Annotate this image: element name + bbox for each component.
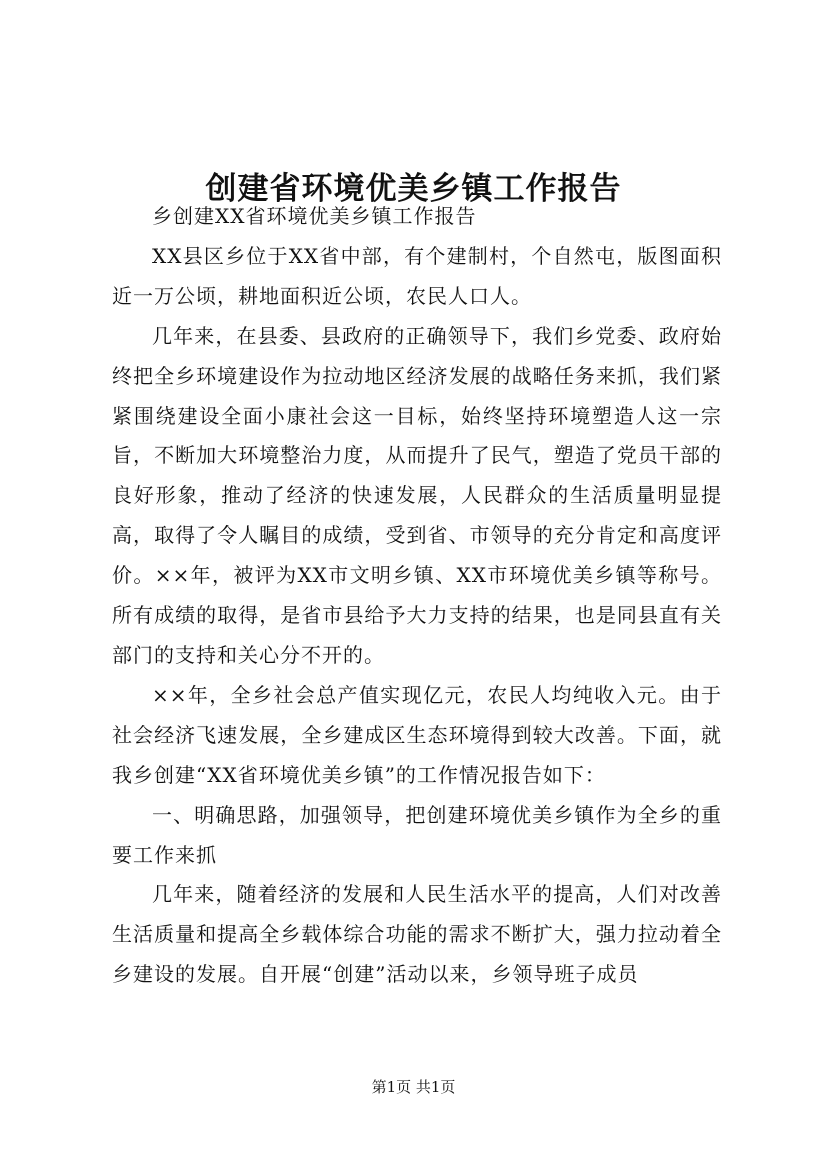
paragraph-overview: XX县区乡位于XX省中部，有个建制村，个自然屯，版图面积近一万公顷，耕地面积近公顷，农民人口人。 xyxy=(112,243,722,308)
paragraph-development: 几年来，随着经济的发展和人民生活水平的提高，人们对改善生活质量和提高全乡载体综合功能的需求不断扩大，强力拉动着全乡建设的发展。自开展“创建”活动以来，乡领导班子成员 xyxy=(112,882,722,987)
document-title: 创建省环境优美乡镇工作报告 xyxy=(205,170,622,207)
paragraph-achievements: 几年来，在县委、县政府的正确领导下，我们乡党委、政府始终把全乡环境建设作为拉动地区经济发展的战略任务来抓，我们紧紧围绕建设全面小康社会这一目标，始终坚持环境塑造人这一宗旨，不断加大环境整治力度，从而提升了民气，塑造了党员干部的良好形象，推动了经济的快速发展，人民群众的生活质量明显提高，取得了令人瞩目的成绩，受到省、市领导的充分肯定和高度评价。××年，被评为XX市文明乡镇、XX市环境优美乡镇等称号。所有成绩的取得，是省市县给予大力支持的结果，也是同县直有关部门的支持和关心分不开的。 xyxy=(112,323,722,667)
section-heading-1: 一、明确思路，加强领导，把创建环境优美乡镇作为全乡的重要工作来抓 xyxy=(112,802,722,867)
document-subtitle: 乡创建XX省环境优美乡镇工作报告 xyxy=(152,204,477,228)
document-body xyxy=(112,197,722,995)
paragraph-economy: ××年，全乡社会总产值实现亿元，农民人均纯收入元。由于社会经济飞速发展，全乡建成区生态环境得到较大改善。下面，就我乡创建“XX省环境优美乡镇”的工作情况报告如下： xyxy=(112,682,722,787)
page-footer: 第1页 共1页 xyxy=(371,1078,456,1096)
